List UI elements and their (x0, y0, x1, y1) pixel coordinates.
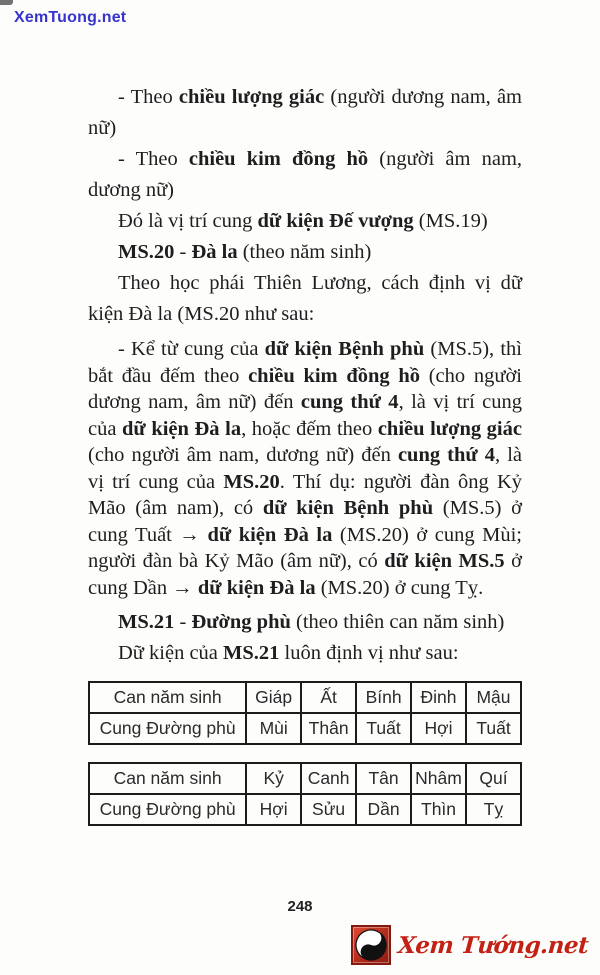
bold-text-segment: dữ kiện Đà la (207, 523, 333, 546)
text-segment: Theo học phái Thiên Lương, cách định vị dữ kiện Đà la (MS.20 như sau: (88, 272, 522, 325)
body-paragraph (88, 237, 522, 268)
value-cell: Hợi (411, 713, 466, 744)
value-cell: Canh (301, 763, 356, 794)
bold-text-segment: dữ kiện MS.5 (384, 550, 505, 572)
text-segment: (MS.20) ở cung Mùi; người đàn bà Kỷ Mão (âm nữ), có (88, 523, 522, 572)
bold-text-segment: Đường phù (191, 611, 291, 633)
bold-text-segment: cung thứ 4 (300, 391, 399, 413)
value-cell: Mùi (246, 713, 301, 744)
table-container-1 (88, 681, 522, 745)
duong-phu-table-giap-mau (88, 681, 522, 745)
bold-text-segment: chiều kim đồng hồ (248, 364, 421, 387)
value-cell: Hợi (246, 794, 301, 825)
value-cell: Kỷ (246, 763, 301, 794)
row-label-cell: Can năm sinh (89, 682, 246, 713)
text-segment: - Theo (118, 148, 189, 170)
value-cell: Tuất (466, 713, 521, 744)
value-cell: Thìn (411, 794, 466, 825)
bold-text-segment: MS.20 (223, 470, 280, 493)
value-cell: Sửu (301, 794, 356, 825)
value-cell: Tuất (356, 713, 411, 744)
text-segment: luôn định vị như sau: (279, 642, 459, 664)
bold-text-segment: chiều kim đồng hồ (188, 148, 369, 170)
yin-yang-icon (350, 924, 392, 966)
table-row (89, 794, 521, 825)
text-segment: Đó là vị trí cung (118, 210, 258, 232)
bold-text-segment: dữ kiện Đế vượng (257, 210, 414, 232)
paragraphs (88, 82, 522, 669)
duong-phu-table-ky-qui (88, 762, 522, 826)
body-paragraph (88, 638, 522, 669)
bold-text-segment: MS.21 (118, 611, 175, 633)
text-segment: , là vị trí cung của (88, 391, 523, 440)
text-segment: (cho người âm nam, dương nữ) đến (88, 444, 398, 466)
value-cell: Quí (466, 763, 521, 794)
body-paragraph (88, 206, 522, 237)
text-segment: (người dương nam, âm nữ) (88, 86, 522, 139)
bold-text-segment: MS.21 (223, 642, 280, 664)
table-row (89, 682, 521, 713)
value-cell: Tân (356, 763, 411, 794)
site-watermark-link[interactable]: XemTuong.net (14, 9, 127, 26)
text-segment: Dữ kiện của (118, 642, 224, 664)
text-segment: - Theo (118, 86, 179, 108)
footer-logo-link[interactable] (351, 923, 588, 967)
value-cell: Ất (301, 682, 356, 713)
bold-text-segment: dữ kiện Đà la (122, 417, 242, 440)
bold-text-segment: chiều lượng giác (178, 86, 325, 108)
value-cell: Dần (356, 794, 411, 825)
row-label-cell: Cung Đường phù (89, 713, 246, 744)
text-segment: (theo thiên can năm sinh) (290, 611, 505, 633)
text-segment: (MS.5) ở cung Tuất → (88, 497, 523, 546)
scan-corner-artifact (0, 0, 13, 5)
text-segment: - (174, 611, 192, 633)
body-paragraph (88, 336, 522, 601)
text-segment: (cho người dương nam, âm nữ) đến (88, 364, 523, 413)
text-segment: - (174, 241, 192, 263)
bold-text-segment: dữ kiện Bệnh phù (264, 338, 425, 360)
page-number: 248 (287, 898, 313, 915)
value-cell: Nhâm (411, 763, 466, 794)
text-segment: (theo năm sinh) (237, 241, 372, 263)
logo-text: Xem Tướng.net (396, 931, 589, 959)
page-text-block (88, 82, 522, 826)
value-cell: Thân (301, 713, 356, 744)
row-label-cell: Can năm sinh (89, 763, 246, 794)
bold-text-segment: chiều lượng giác (377, 417, 522, 440)
table-row (89, 713, 521, 744)
bold-text-segment: MS.20 (118, 241, 175, 263)
text-segment: , là vị trí cung của (88, 444, 522, 493)
logo-square (351, 925, 391, 965)
text-segment: (người âm nam, dương nữ) (88, 148, 523, 201)
text-segment: . Thí dụ: người đàn ông Kỷ Mão (âm nam), có (88, 470, 522, 519)
body-paragraph (88, 607, 522, 638)
bold-text-segment: dữ kiện Bệnh phù (262, 497, 434, 519)
value-cell: Đinh (411, 682, 466, 713)
bold-text-segment: cung thứ 4 (397, 444, 496, 466)
body-paragraph (88, 144, 522, 206)
text-segment: (MS.19) (413, 210, 488, 232)
row-label-cell: Cung Đường phù (89, 794, 246, 825)
body-paragraph (88, 82, 522, 144)
text-segment: (MS.20) ở cung Tỵ. (315, 576, 484, 599)
table-row (89, 763, 521, 794)
text-segment: , hoặc đếm theo (241, 417, 378, 440)
text-segment: ở cung Dần → (88, 550, 522, 599)
bold-text-segment: Đà la (191, 241, 238, 263)
text-segment: (MS.5), thì bắt đầu đếm theo (88, 338, 522, 387)
value-cell: Mậu (466, 682, 521, 713)
value-cell: Tỵ (466, 794, 521, 825)
value-cell: Giáp (246, 682, 301, 713)
value-cell: Bính (356, 682, 411, 713)
bold-text-segment: dữ kiện Đà la (197, 576, 316, 599)
body-paragraph (88, 268, 522, 330)
table-container-2 (88, 762, 522, 826)
text-segment: - Kể từ cung của (118, 338, 265, 360)
